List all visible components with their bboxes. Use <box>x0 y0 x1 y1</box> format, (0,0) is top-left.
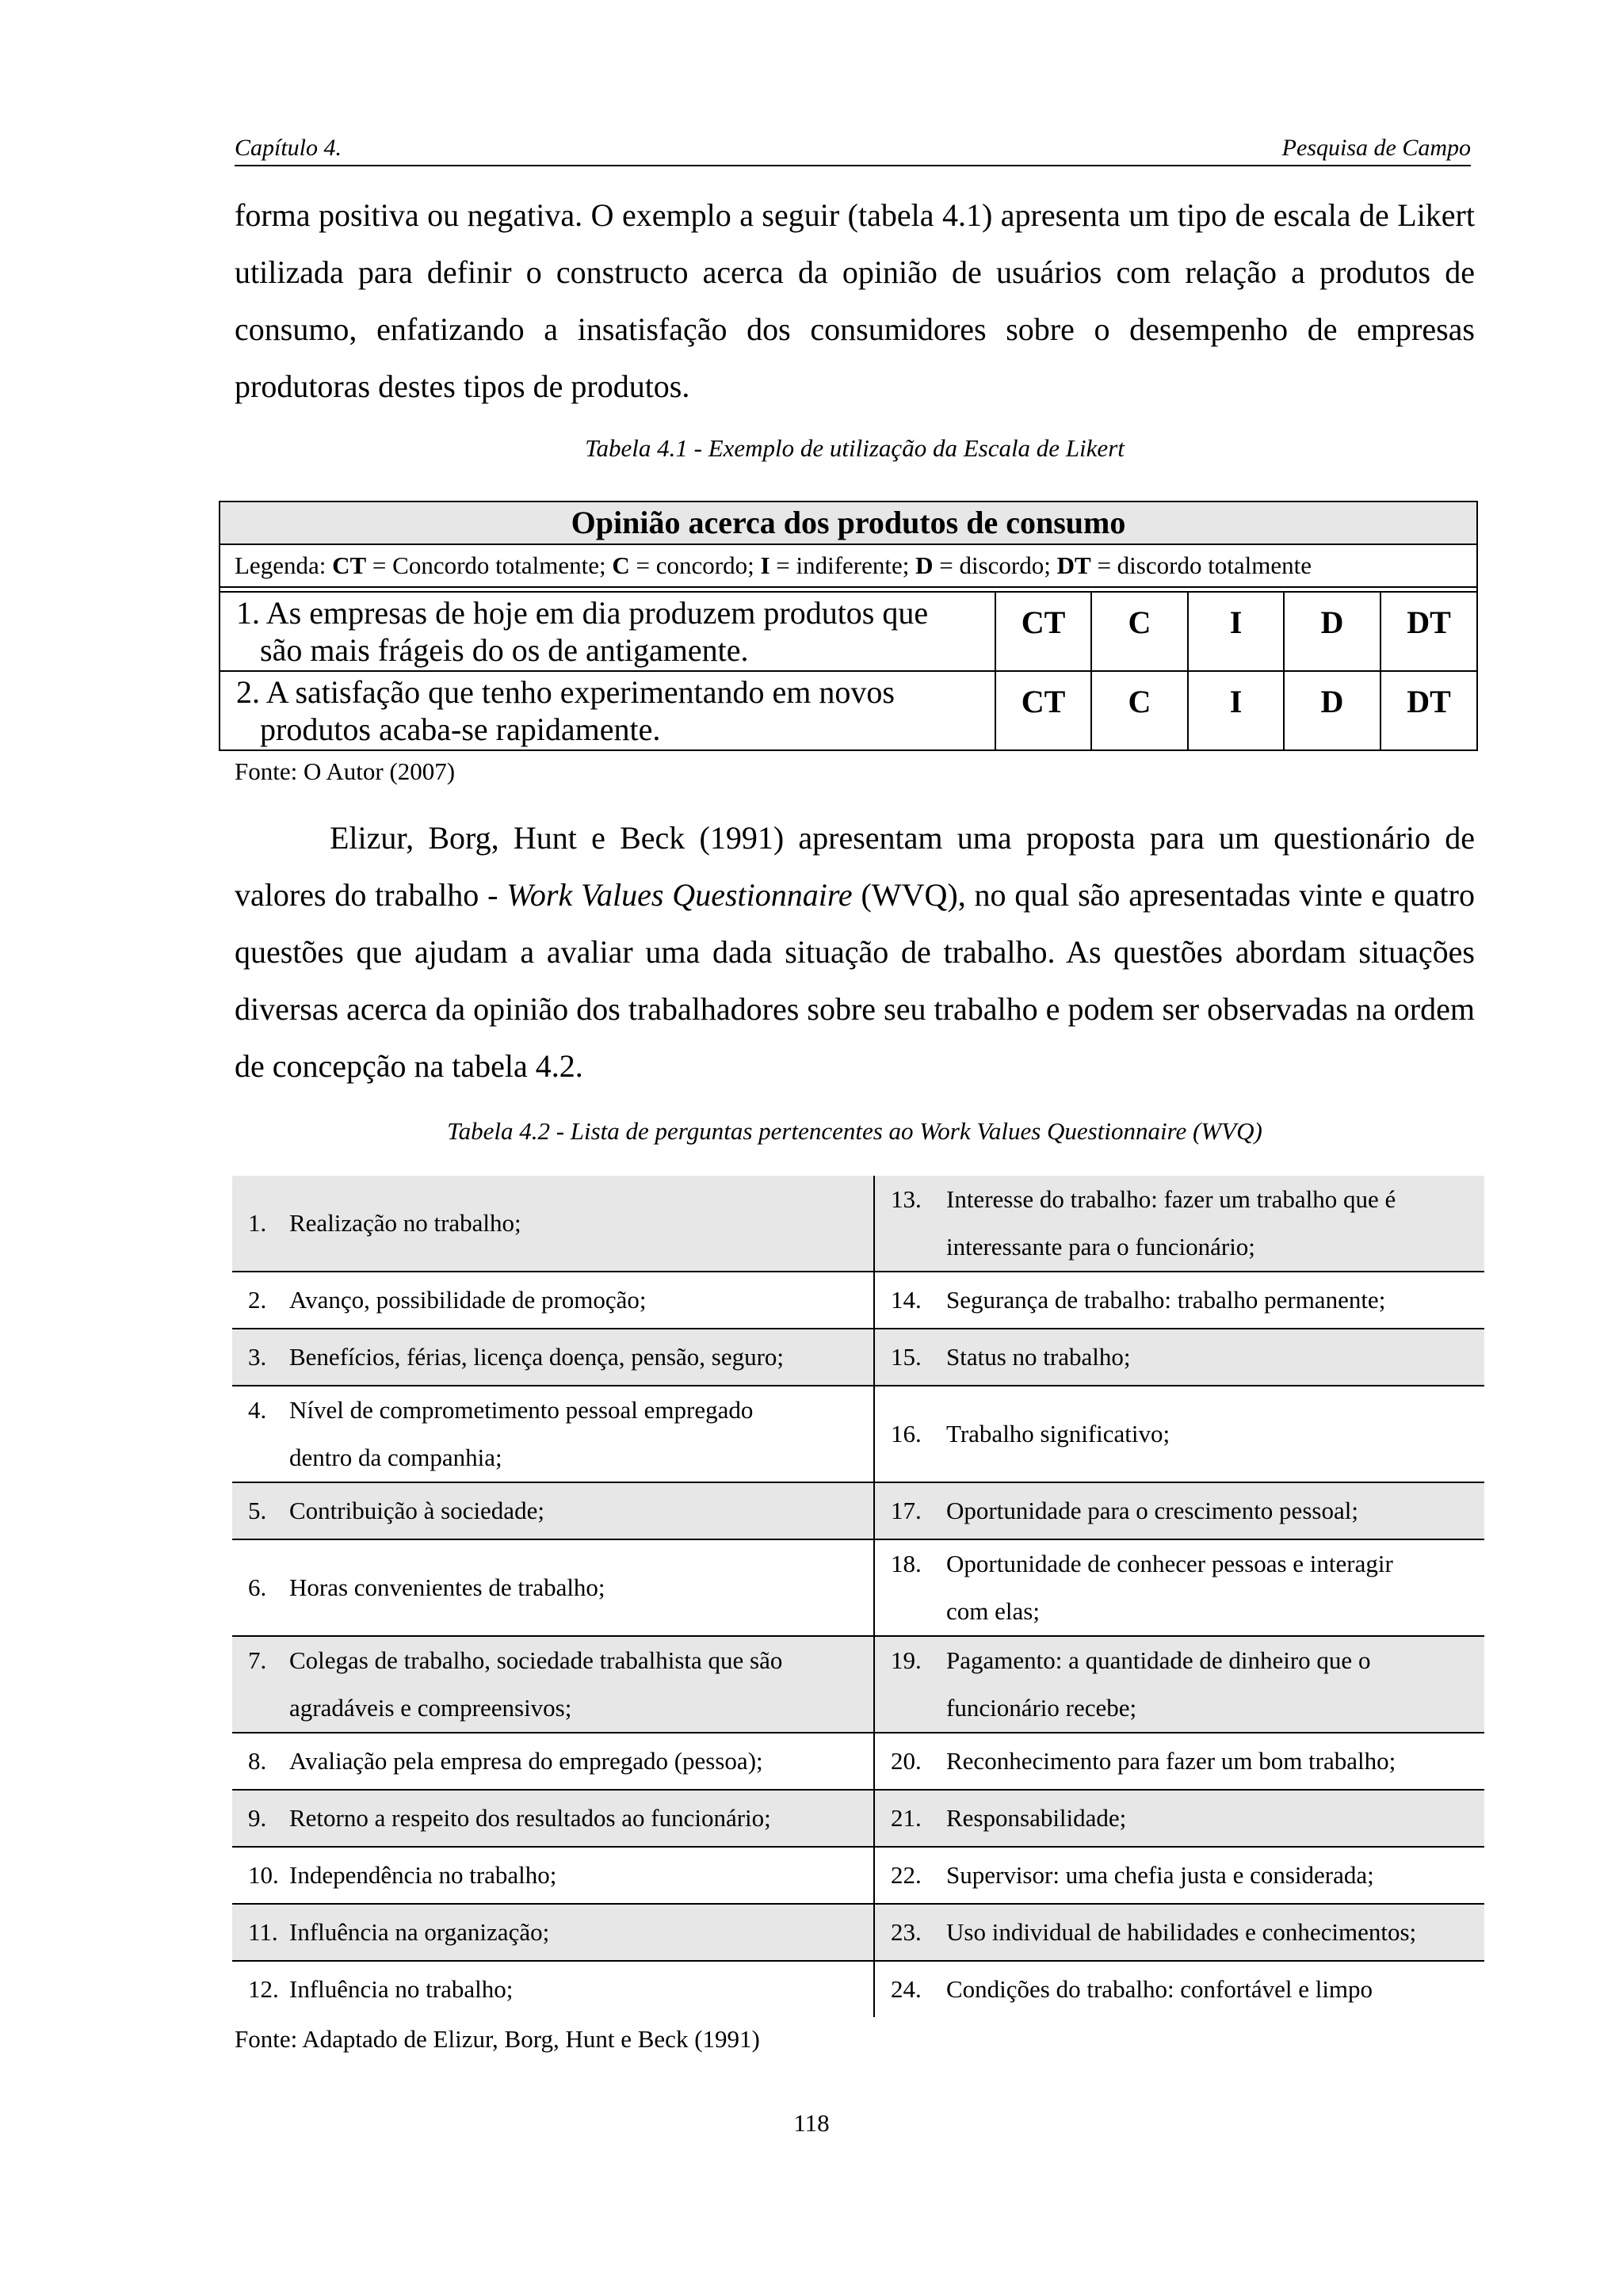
legend-key: DT <box>1056 551 1091 579</box>
wvq-item <box>874 1272 1484 1329</box>
wvq-item <box>874 1847 1484 1904</box>
table-row <box>232 1636 1484 1733</box>
table-row <box>232 1176 1484 1272</box>
wvq-item-number: 6. <box>248 1573 267 1601</box>
wvq-item <box>232 1329 874 1386</box>
wvq-item-line <box>248 1497 544 1524</box>
wvq-item-line <box>891 1550 1393 1577</box>
wvq-item-number: 1. <box>248 1209 267 1237</box>
wvq-item-line <box>891 1646 1370 1674</box>
wvq-item-text: Status no trabalho; <box>946 1343 1131 1371</box>
wvq-item-text: Responsabilidade; <box>946 1804 1127 1832</box>
wvq-item <box>874 1539 1484 1636</box>
wvq-item-line <box>891 1861 1374 1889</box>
wvq-item-text: Segurança de trabalho: trabalho permanente; <box>946 1286 1386 1314</box>
wvq-item-number: 2. <box>248 1286 267 1314</box>
table-4-2-caption: Tabela 4.2 - Lista de perguntas pertencentes ao Work Values Questionnaire (WVQ) <box>447 1117 1262 1145</box>
wvq-item-line <box>248 1343 784 1371</box>
table-row <box>232 1790 1484 1847</box>
likert-option: CT <box>995 592 1091 671</box>
legend-text: = Concordo totalmente; <box>366 551 613 579</box>
legend-key: CT <box>332 551 367 579</box>
likert-table <box>219 501 1478 751</box>
wvq-item-line <box>248 1861 556 1889</box>
wvq-item-text: Contribuição à sociedade; <box>289 1497 544 1524</box>
legend-text: = indiferente; <box>769 551 916 579</box>
wvq-item <box>232 1272 874 1329</box>
question-line: 1. As empresas de hoje em dia produzem produtos que <box>236 595 929 631</box>
wvq-item-line <box>248 1396 753 1424</box>
wvq-item-line <box>248 1286 647 1314</box>
wvq-item-line <box>248 1646 782 1674</box>
page-number: 118 <box>793 2109 830 2137</box>
wvq-item <box>232 1790 874 1847</box>
likert-legend <box>220 544 1477 587</box>
questionnaire-name: Work Values Questionnaire <box>506 877 853 913</box>
wvq-item-line <box>891 1343 1130 1371</box>
wvq-item-number: 24. <box>891 1975 922 2003</box>
section-label: Pesquisa de Campo <box>1281 135 1471 161</box>
table-row <box>232 1329 1484 1386</box>
paragraph-2 <box>235 810 1475 1095</box>
wvq-item-number: 18. <box>891 1550 922 1577</box>
wvq-item <box>874 1386 1484 1482</box>
legend-key: C <box>612 551 630 579</box>
question-line: são mais frágeis do os de antigamente. <box>260 632 749 668</box>
wvq-item-number: 5. <box>248 1497 267 1524</box>
likert-option: D <box>1284 671 1381 750</box>
wvq-item-text: Colegas de trabalho, sociedade trabalhista que são <box>289 1646 783 1674</box>
wvq-item <box>232 1539 874 1636</box>
wvq-item-line <box>891 1747 1396 1775</box>
legend-text: Legenda: <box>235 551 333 579</box>
wvq-item-text: Avanço, possibilidade de promoção; <box>289 1286 647 1314</box>
wvq-item-text: Oportunidade de conhecer pessoas e interagir <box>946 1550 1393 1577</box>
wvq-item-line <box>248 1804 771 1832</box>
wvq-item-text: com elas; <box>946 1597 1040 1625</box>
wvq-item-number: 4. <box>248 1396 267 1424</box>
wvq-item-text: Reconhecimento para fazer um bom trabalho; <box>946 1747 1396 1775</box>
wvq-item-text: Realização no trabalho; <box>289 1209 521 1237</box>
table-row <box>232 1961 1484 2017</box>
wvq-item-number: 9. <box>248 1804 267 1832</box>
wvq-item-line <box>891 1975 1373 2003</box>
table-row <box>232 1847 1484 1904</box>
wvq-item-line <box>891 1497 1358 1524</box>
wvq-item-text: Independência no trabalho; <box>289 1861 557 1889</box>
wvq-item-number: 10. <box>248 1861 279 1889</box>
table-row <box>232 1272 1484 1329</box>
wvq-item <box>232 1176 874 1272</box>
legend-text: = concordo; <box>629 551 761 579</box>
table-row <box>232 1482 1484 1539</box>
legend-text: = discordo totalmente <box>1090 551 1312 579</box>
wvq-item-text: Influência na organização; <box>289 1918 550 1946</box>
wvq-item-number: 20. <box>891 1747 922 1775</box>
wvq-item-text: Horas convenientes de trabalho; <box>289 1573 605 1601</box>
table-row <box>232 1904 1484 1961</box>
likert-option: DT <box>1381 592 1477 671</box>
likert-table-title: Opinião acerca dos produtos de consumo <box>220 502 1477 544</box>
likert-question-row <box>220 671 1477 750</box>
wvq-item-line <box>248 1573 605 1601</box>
question-line: produtos acaba-se rapidamente. <box>260 711 661 747</box>
wvq-item <box>874 1636 1484 1733</box>
wvq-item-line <box>248 1747 763 1775</box>
wvq-item-line <box>891 1286 1385 1314</box>
wvq-item-text: Avaliação pela empresa do empregado (pessoa); <box>289 1747 763 1775</box>
likert-option: D <box>1284 592 1381 671</box>
wvq-item-text: Trabalho significativo; <box>946 1420 1170 1447</box>
wvq-item-number: 21. <box>891 1804 922 1832</box>
wvq-item-text: Supervisor: uma chefia justa e considerada; <box>946 1861 1374 1889</box>
likert-option: I <box>1188 671 1284 750</box>
table-4-1-source: Fonte: O Autor (2007) <box>235 757 456 785</box>
wvq-item-number: 15. <box>891 1343 922 1371</box>
wvq-item-number: 13. <box>891 1185 922 1213</box>
wvq-item <box>232 1482 874 1539</box>
legend-text: = discordo; <box>933 551 1057 579</box>
wvq-item <box>232 1904 874 1961</box>
wvq-item-number: 8. <box>248 1747 267 1775</box>
table-4-1-caption: Tabela 4.1 - Exemplo de utilização da Escala de Likert <box>585 434 1125 462</box>
wvq-item-number: 12. <box>248 1975 279 2003</box>
wvq-item-text: funcionário recebe; <box>946 1694 1137 1722</box>
likert-option: I <box>1188 592 1284 671</box>
wvq-item <box>232 1961 874 2017</box>
table-row <box>232 1386 1484 1482</box>
wvq-item-number: 17. <box>891 1497 922 1524</box>
wvq-item-number: 22. <box>891 1861 922 1889</box>
wvq-item <box>232 1386 874 1482</box>
wvq-item-line <box>891 1918 1416 1946</box>
likert-option: CT <box>995 671 1091 750</box>
wvq-item-line <box>248 1975 513 2003</box>
legend-key: D <box>915 551 934 579</box>
wvq-item <box>232 1733 874 1790</box>
wvq-item-number: 23. <box>891 1918 922 1946</box>
wvq-item <box>874 1790 1484 1847</box>
wvq-item <box>874 1961 1484 2017</box>
wvq-item-number: 16. <box>891 1420 922 1447</box>
wvq-item-number: 3. <box>248 1343 267 1371</box>
wvq-item <box>874 1482 1484 1539</box>
wvq-item <box>874 1904 1484 1961</box>
wvq-item-line <box>248 1918 549 1946</box>
table-4-2-source: Fonte: Adaptado de Elizur, Borg, Hunt e Beck (1991) <box>235 2025 760 2053</box>
wvq-item-line <box>248 1209 521 1237</box>
likert-option: C <box>1091 592 1188 671</box>
wvq-item-line <box>891 1804 1126 1832</box>
likert-option: C <box>1091 671 1188 750</box>
wvq-item-number: 7. <box>248 1646 267 1674</box>
wvq-item-text: Retorno a respeito dos resultados ao funcionário; <box>289 1804 771 1832</box>
paragraph-2-text: (WVQ), no qual são apresentadas vinte e quatro questões que ajudam a avaliar uma dada situação de trabalho. As questões abordam situações diversas acerca da opinião dos trabalhadores sobre seu trabalho e podem ser observadas na ordem de concepção na tabela 4.2. <box>235 877 1475 1084</box>
running-header <box>235 133 1471 166</box>
likert-question-row <box>220 592 1477 671</box>
table-row <box>232 1539 1484 1636</box>
paragraph-1: forma positiva ou negativa. O exemplo a seguir (tabela 4.1) apresenta um tipo de escala de Likert utilizada para definir o constructo acerca da opinião de usuários com relação a produtos de consumo, enfatizando a insatisfação dos consumidores sobre o desempenho de empresas produtoras destes tipos de produtos. <box>235 197 1475 404</box>
wvq-item-text: Nível de comprometimento pessoal empregado <box>289 1396 754 1424</box>
wvq-item-text: dentro da companhia; <box>289 1444 502 1471</box>
wvq-item-text: Influência no trabalho; <box>289 1975 514 2003</box>
wvq-item-text: Benefícios, férias, licença doença, pensão, seguro; <box>289 1343 785 1371</box>
wvq-item <box>874 1176 1484 1272</box>
wvq-item-text: Pagamento: a quantidade de dinheiro que o <box>946 1646 1371 1674</box>
wvq-item-number: 11. <box>248 1918 278 1946</box>
wvq-item-line <box>891 1185 1396 1213</box>
question-line: 2. A satisfação que tenho experimentando em novos <box>236 674 895 710</box>
legend-key: I <box>760 551 770 579</box>
wvq-item-text: Oportunidade para o crescimento pessoal; <box>946 1497 1358 1524</box>
wvq-item-text: interessante para o funcionário; <box>946 1233 1255 1261</box>
wvq-item-text: Interesse do trabalho: fazer um trabalho que é <box>946 1185 1396 1213</box>
chapter-label: Capítulo 4. <box>235 135 342 161</box>
wvq-item-text: Condições do trabalho: confortável e limpo <box>946 1975 1373 2003</box>
likert-option: DT <box>1381 671 1477 750</box>
table-row <box>232 1733 1484 1790</box>
paragraph-2-text: Elizur, Borg, Hunt e Beck (1991) apresentam uma proposta para um questionário de valores do trabalho - <box>235 820 1475 913</box>
wvq-item-line <box>891 1420 1170 1447</box>
likert-question <box>220 671 995 750</box>
wvq-item-text: Uso individual de habilidades e conhecimentos; <box>946 1918 1417 1946</box>
wvq-item <box>232 1636 874 1733</box>
wvq-item <box>232 1847 874 1904</box>
wvq-item-text: agradáveis e compreensivos; <box>289 1694 572 1722</box>
wvq-item <box>874 1329 1484 1386</box>
likert-question <box>220 592 995 671</box>
wvq-item-number: 19. <box>891 1646 922 1674</box>
wvq-item <box>874 1733 1484 1790</box>
wvq-item-number: 14. <box>891 1286 922 1314</box>
wvq-table <box>232 1176 1484 2017</box>
